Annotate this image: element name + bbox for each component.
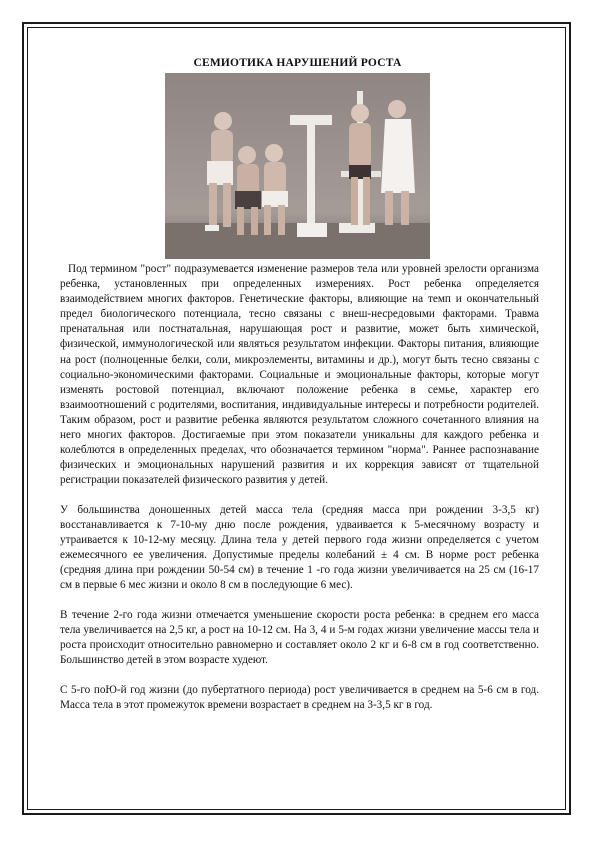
paragraph-1: Под термином "рост" подразумевается изменение размеров тела или уровней зрелости организма ребенка, установленных при определенных измерениях. Рост ребенка определяется взаимодействием многих факторов. Генетические факторы, влияющие на темп и окончательный предел биологического потенциала, тесно связаны с внеш-несредовыми факторами. Травма пренатальная или постнатальная, нарушающая рост и развитие, может быть химической, физической, иммунологической или являться результатом инфекции. Факторы питания, влияющие на рост (полноценные белки, соли, микроэлементы, витамины и др.), могут быть тесно связаны с социально-экономическими факторами. Социальные и эмоциональные факторы, которые могут изменять ростовой потенциал, включают положение ребенка в семье, характер его взаимоотношений с родителями, воспитания, индивидуальные интересы и потребности родителей. Таким образом, рост и развитие ребенка являются результатом сложного сочетанного влияния на него многих факторов. Достигаемые при этом показатели уникальны для каждого ребенка и колеблются в определенных пределах, что обозначается термином "норма". Раннее распознавание физических и эмоциональных нарушений развития и их коррекция зависят от тщательной регистрации показателей физического развития у детей. — [60, 263, 539, 487]
children-height-measurement-photo — [165, 73, 430, 259]
paragraph-4: С 5-го поЮ-й год жизни (до пубертатного периода) рост увеличивается в среднем на 5-6 см в год. Масса тела в этот промежуток времени возрастает в среднем на 3-3,5 кг в год. — [60, 683, 539, 711]
document-title: СЕМИОТИКА НАРУШЕНИЙ РОСТА — [193, 57, 402, 69]
paragraph-2: У большинства доношенных детей масса тела (средняя масса при рождении 3-3,5 кг) восстанавливается к 7-10-му дню после рождения, удваивается к 5-месячному возрасту и утраивается к 10-12-му месяцу. Длина тела у детей первого года жизни определяется с учетом ежемесячного ее увеличения. Допустимые пределы колебаний ± 4 см. В норме рост ребенка (средняя длина при рождении 50-54 см) в течение 1 -го года жизни увеличивается на 25 см (16-17 см в первые 6 мес жизни и около 8 см в последующие 6 мес). — [60, 503, 539, 592]
paragraph-3: В течение 2-го года жизни отмечается уменьшение скорости роста ребенка: в среднем его масса тела увеличивается на 2,5 кг, а рост на 10-12 см. На 3, 4 и 5-м годах жизни увеличение массы тела и роста происходит относительно равномерно и составляет около 2 кг и 6-8 см в год соответственно. Большинство детей в этом возрасте худеют. — [60, 608, 539, 667]
document-body — [60, 262, 539, 728]
